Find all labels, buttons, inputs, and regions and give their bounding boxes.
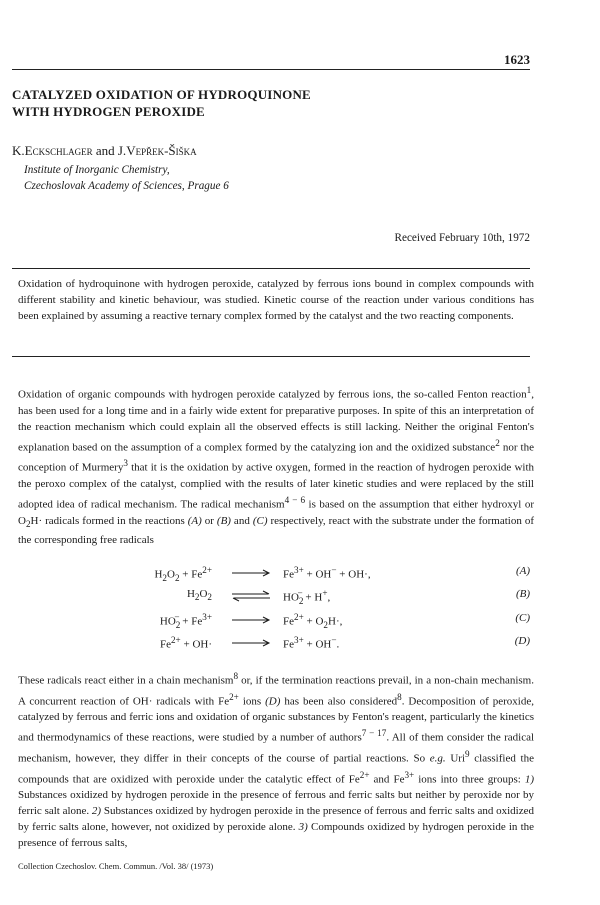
equation-lhs: $H_2O_2 + Fe^{2+}$ — [154, 565, 212, 583]
equation-rhs: $Fe^{2+} + O_2H\cdot$, — [283, 612, 343, 630]
header-rule — [12, 69, 530, 70]
equation-label: (A) — [515, 565, 530, 577]
text-run: These radicals react either in a chain mechanism — [18, 674, 234, 687]
equation-label: (B) — [515, 588, 530, 600]
text-run: ions into three groups: — [414, 773, 525, 786]
equation-label: (C) — [515, 612, 530, 624]
text-run: , has been used for a long time and in a fairly wide extent for preparative purposes. In spite of this an interpretation of the reaction mechanism which could explain all the observed effects is still lacking. Neither the original Fenton's explanation based on the assumption of a complex formed by the catalyzing ion and the oxidized substance — [18, 388, 534, 454]
arrow-right-icon — [230, 612, 272, 628]
superscript: 3+ — [404, 769, 415, 780]
citation: 1 — [526, 385, 532, 395]
equation-rhs: $HO_2^- + H^+$, — [283, 588, 331, 606]
text-run: or — [201, 514, 217, 527]
superscript: 2+ — [359, 769, 370, 780]
text-run: Substances oxidized by hydrogen peroxide in the presence of ferrous and ferric salts but neither by peroxide nor by ferric salt alone. — [18, 789, 534, 818]
equation-rhs: $Fe^{3+} + OH^- + OH\cdot$, — [283, 565, 371, 581]
journal-footer: Collection Czechoslov. Chem. Commun. /Vol. 38/ (1973) — [18, 861, 214, 871]
text-run: or, if the termination reactions prevail, in a non-chain mechanism. A concurrent reaction of OH· radicals with Fe — [18, 674, 534, 708]
equation-c — [0, 612, 600, 628]
reaction-ref: (D) — [265, 695, 281, 708]
citation: 4 − 6 — [284, 494, 306, 505]
text-run: is based on the assumption that either hydroxyl or O — [18, 498, 534, 527]
text-run: Substances oxidized by hydrogen peroxide in the presence of ferrous and ferric salts and oxidized by ferric salts alone, however, not oxidized by peroxide alone. — [18, 805, 534, 834]
citation: 8 — [397, 691, 402, 702]
text-run: Oxidation of organic compounds with hydrogen peroxide catalyzed by ferrous ions, the so-called Fenton reaction — [18, 388, 527, 401]
author-2-initial: J. — [117, 143, 127, 158]
list-number: 1) — [524, 773, 535, 786]
list-number: 2) — [91, 805, 102, 818]
equation-d — [0, 635, 600, 651]
equilibrium-arrow-icon — [230, 588, 272, 604]
subscript: 2 — [25, 518, 31, 529]
list-number: 3) — [298, 821, 308, 834]
reaction-ref: (A) — [187, 514, 202, 527]
text-run: and — [230, 514, 253, 527]
equation-lhs: $HO_2^- + Fe^{3+}$ — [159, 612, 212, 630]
equation-rhs: $Fe^{3+} + OH^-$. — [283, 635, 340, 651]
article-title — [12, 86, 472, 120]
equation-b — [0, 588, 600, 604]
title-line-2: WITH HYDROGEN PEROXIDE — [12, 104, 205, 119]
body-paragraph — [18, 668, 534, 851]
author-conjunction: and — [95, 143, 115, 158]
italic-text: e.g. — [429, 752, 446, 765]
text-run: ions — [238, 695, 266, 708]
arrow-right-icon — [230, 565, 272, 581]
citation: 8 — [233, 671, 239, 681]
abstract-bottom-rule — [12, 356, 530, 357]
page-number: 1623 — [504, 52, 530, 67]
text-run: and Fe — [369, 773, 405, 786]
affiliation-line-1: Institute of Inorganic Chemistry, — [24, 164, 170, 176]
text-run: has been also considered — [280, 695, 398, 708]
text-run: Compounds oxidized by hydrogen peroxide in the presence of ferrous salts, — [18, 821, 535, 850]
citation: 7 − 17 — [361, 728, 387, 739]
intro-paragraph — [18, 382, 534, 548]
received-date: Received February 10th, 1972 — [394, 232, 530, 244]
text-run: respectively, react with the substrate under the formation of the corresponding free radicals — [18, 514, 534, 546]
arrow-right-icon — [230, 635, 272, 651]
equation-label: (D) — [514, 635, 530, 647]
reaction-ref: (B) — [216, 514, 231, 527]
author-1-name: Eckschlager — [24, 143, 93, 158]
text-run: H· radicals formed in the reactions — [30, 514, 188, 527]
citation: 9 — [465, 748, 470, 759]
author-1-initial: K. — [12, 143, 25, 158]
citation: 2 — [495, 437, 500, 448]
citation: 3 — [123, 458, 128, 469]
text-run: nor the conception of Murmery — [18, 441, 534, 474]
text-run: . All of them consider the radical mechanism, however, they differ in their concepts of the course of partial reactions. So — [18, 731, 535, 765]
superscript: 2+ — [229, 691, 239, 702]
author-line — [12, 143, 197, 159]
text-run: . Decomposition of peroxide, catalyzed by ferrous and ferric ions and oxidation of organic substances by Fenton's reagent, particularly the kinetics and thermodynamics of these reactions, were studied by a number of authors — [18, 695, 534, 744]
text-run: Uri — [445, 752, 466, 765]
author-2-name: Vepřek-Šiška — [126, 143, 197, 158]
reaction-ref: (C) — [252, 514, 268, 527]
equation-lhs: $H_2O_2$ — [186, 588, 212, 603]
abstract-top-rule — [12, 268, 530, 269]
equation-a — [0, 565, 600, 581]
affiliation — [24, 162, 229, 194]
text-run: that it is the oxidation by active oxygen, formed in the reaction of hydrogen peroxide with the peroxo complex of the catalyst, complied with the results of later kinetic studies and were replaced by the still adopted idea of radical mechanism. The radical mechanism — [18, 461, 534, 511]
affiliation-line-2: Czechoslovak Academy of Sciences, Prague 6 — [24, 180, 229, 192]
abstract: Oxidation of hydroquinone with hydrogen peroxide, catalyzed by ferrous ions bound in complex compounds with different stability and kinetic behaviour, was studied. Kinetic course of the reaction under various conditions has been explained by assuming a reactive ternary complex formed by the catalyst and the two reacting components. — [18, 278, 534, 322]
title-line-1: CATALYZED OXIDATION OF HYDROQUINONE — [12, 87, 311, 102]
equation-lhs: $Fe^{2+} + OH\cdot$ — [159, 635, 212, 651]
text-run: classified the compounds that are oxidized with peroxide under the catalytic effect of Fe — [18, 752, 534, 786]
